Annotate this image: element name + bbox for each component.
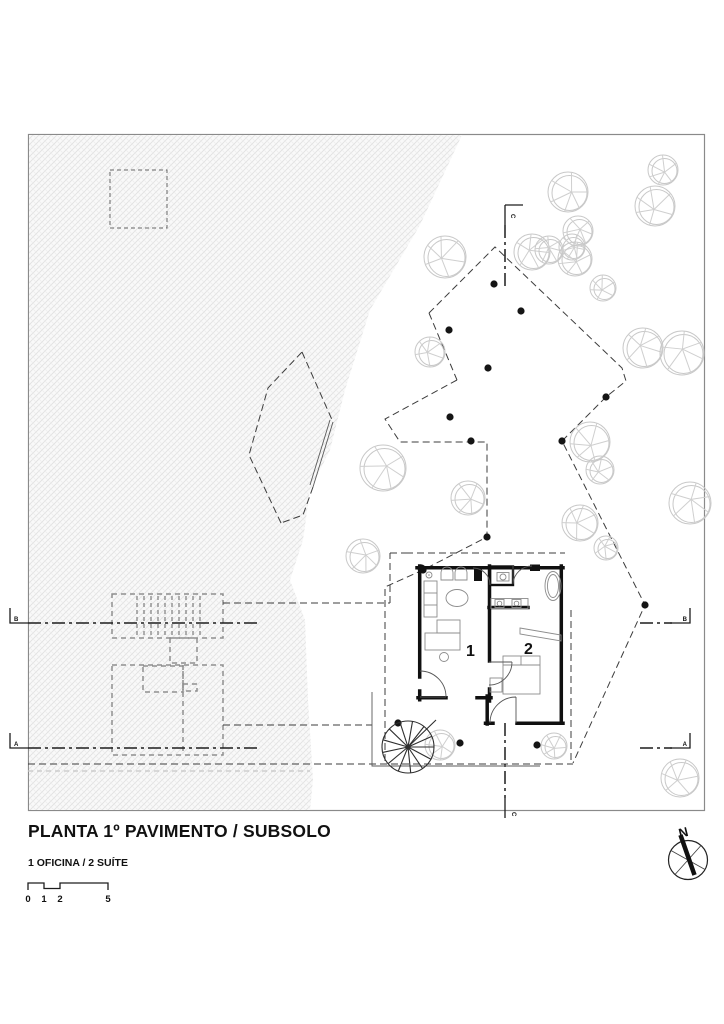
- title-block: [25, 821, 331, 905]
- survey-dot: [446, 413, 453, 420]
- north-arrow: [669, 824, 708, 880]
- tree: [415, 337, 445, 367]
- boundary-polyline: [385, 380, 487, 763]
- survey-dot: [484, 364, 491, 371]
- section-label-b-left: B: [14, 617, 19, 623]
- terrace-outline: [372, 692, 540, 766]
- scale-tick-label: 5: [105, 894, 111, 905]
- survey-dot: [641, 601, 648, 608]
- section-label-a-right: A: [682, 742, 687, 748]
- scale-bar: [28, 883, 108, 890]
- column-dot: [418, 565, 426, 573]
- wall-vent: [530, 565, 540, 572]
- survey-dot: [467, 437, 474, 444]
- tree: [514, 234, 550, 270]
- boundary-polyline: [429, 313, 457, 380]
- tree: [660, 331, 704, 375]
- scale-tick-label: 0: [25, 894, 31, 905]
- section-label-c-bottom: C: [510, 812, 516, 817]
- section-label-c-top: C: [509, 214, 515, 219]
- doors: [420, 662, 516, 723]
- scale-tick-label: 1: [41, 894, 47, 905]
- tree: [424, 236, 466, 278]
- sheet-title: PLANTA 1º PAVIMENTO / SUBSOLO: [28, 821, 331, 841]
- survey-dot: [490, 280, 497, 287]
- tree: [541, 733, 567, 759]
- tree: [548, 172, 588, 212]
- suite-furniture: [490, 628, 561, 694]
- survey-point-dots: [394, 280, 648, 748]
- building-plan: [417, 565, 563, 725]
- survey-dot: [456, 739, 463, 746]
- survey-dot: [558, 437, 565, 444]
- tree: [425, 730, 455, 760]
- tree: [562, 505, 598, 541]
- tree: [590, 275, 616, 301]
- scale-tick-label: 2: [57, 894, 63, 905]
- survey-dot: [483, 533, 490, 540]
- tree: [594, 536, 618, 560]
- tree: [635, 186, 675, 226]
- tree: [623, 328, 663, 368]
- scale-bar-labels: [25, 894, 111, 905]
- room1-number: 1: [466, 643, 475, 660]
- section-label-b-right: B: [682, 617, 687, 623]
- office-furniture: [424, 567, 468, 662]
- tree: [346, 539, 380, 573]
- survey-dot: [533, 741, 540, 748]
- bath-fixtures: [491, 572, 561, 609]
- north-label: N: [676, 823, 690, 841]
- section-label-a-left: A: [14, 742, 19, 748]
- tree: [661, 759, 699, 797]
- tree: [586, 456, 614, 484]
- spiral-stair: [382, 720, 436, 773]
- tree: [360, 445, 406, 491]
- room2-number: 2: [524, 641, 533, 658]
- survey-dot: [517, 307, 524, 314]
- boundary-polyline: [562, 397, 645, 763]
- sheet-legend: 1 OFICINA / 2 SUÍTE: [28, 857, 128, 869]
- tree: [648, 155, 678, 185]
- survey-dot: [602, 393, 609, 400]
- survey-dot: [445, 326, 452, 333]
- tree: [451, 481, 485, 515]
- tree: [570, 422, 610, 462]
